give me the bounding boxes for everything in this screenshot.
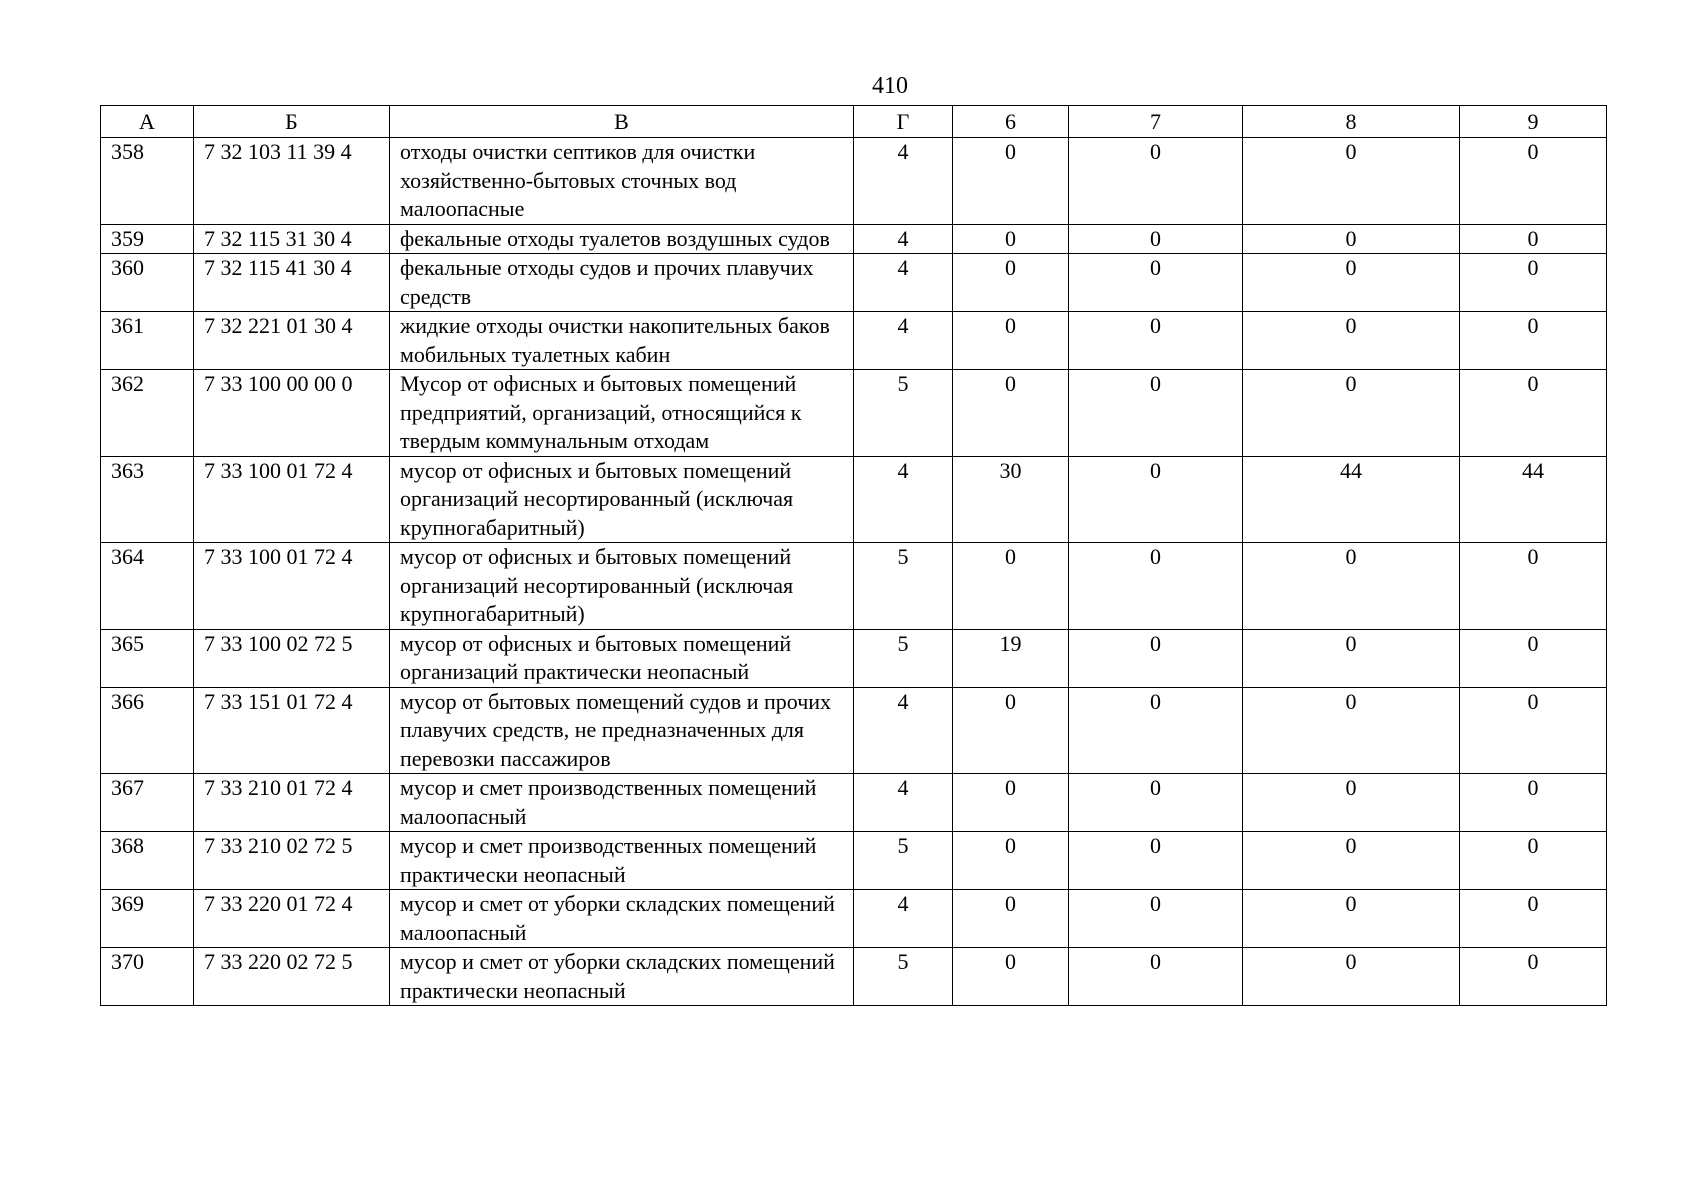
hazard-class-cell: 5 [854, 629, 953, 687]
hazard-class-cell: 4 [854, 456, 953, 543]
value-col-8-cell: 0 [1243, 254, 1460, 312]
waste-name-cell: мусор от офисных и бытовых помещений организаций практически неопасный [390, 629, 854, 687]
value-col-7-cell: 0 [1069, 629, 1243, 687]
value-col-8-cell: 0 [1243, 543, 1460, 630]
waste-name-cell: отходы очистки септиков для очистки хозяйственно-бытовых сточных вод малоопасные [390, 138, 854, 225]
waste-code-cell: 7 32 115 31 30 4 [194, 224, 390, 254]
row-number-cell: 369 [101, 890, 194, 948]
value-col-8-cell: 0 [1243, 224, 1460, 254]
waste-code-cell: 7 33 210 02 72 5 [194, 832, 390, 890]
value-col-6-cell: 0 [953, 254, 1069, 312]
value-col-8-cell: 0 [1243, 629, 1460, 687]
table-row [101, 312, 1607, 370]
table-row [101, 254, 1607, 312]
table-row [101, 629, 1607, 687]
column-header-8: 8 [1243, 106, 1460, 138]
page-number: 410 [872, 73, 908, 99]
value-col-6-cell: 0 [953, 832, 1069, 890]
waste-table [100, 105, 1607, 1006]
value-col-7-cell: 0 [1069, 370, 1243, 457]
value-col-8-cell: 0 [1243, 890, 1460, 948]
value-col-8-cell: 0 [1243, 312, 1460, 370]
row-number-cell: 358 [101, 138, 194, 225]
value-col-7-cell: 0 [1069, 254, 1243, 312]
value-col-6-cell: 0 [953, 948, 1069, 1006]
waste-code-cell: 7 33 220 02 72 5 [194, 948, 390, 1006]
value-col-6-cell: 0 [953, 312, 1069, 370]
row-number-cell: 363 [101, 456, 194, 543]
table-row [101, 687, 1607, 774]
value-col-9-cell: 0 [1460, 832, 1607, 890]
waste-name-cell: фекальные отходы туалетов воздушных судов [390, 224, 854, 254]
hazard-class-cell: 5 [854, 832, 953, 890]
row-number-cell: 367 [101, 774, 194, 832]
hazard-class-cell: 4 [854, 138, 953, 225]
waste-code-cell: 7 33 210 01 72 4 [194, 774, 390, 832]
value-col-7-cell: 0 [1069, 312, 1243, 370]
table-row [101, 370, 1607, 457]
row-number-cell: 365 [101, 629, 194, 687]
value-col-8-cell: 0 [1243, 138, 1460, 225]
hazard-class-cell: 4 [854, 687, 953, 774]
column-header-v: В [390, 106, 854, 138]
waste-name-cell: мусор и смет от уборки складских помещений практически неопасный [390, 948, 854, 1006]
hazard-class-cell: 4 [854, 224, 953, 254]
hazard-class-cell: 4 [854, 774, 953, 832]
table-row [101, 224, 1607, 254]
value-col-6-cell: 0 [953, 543, 1069, 630]
hazard-class-cell: 5 [854, 370, 953, 457]
waste-code-cell: 7 32 103 11 39 4 [194, 138, 390, 225]
hazard-class-cell: 4 [854, 312, 953, 370]
table-row [101, 832, 1607, 890]
waste-name-cell: мусор и смет производственных помещений малоопасный [390, 774, 854, 832]
value-col-9-cell: 0 [1460, 774, 1607, 832]
value-col-6-cell: 19 [953, 629, 1069, 687]
hazard-class-cell: 5 [854, 948, 953, 1006]
row-number-cell: 361 [101, 312, 194, 370]
header-row [101, 106, 1607, 138]
value-col-7-cell: 0 [1069, 456, 1243, 543]
value-col-8-cell: 44 [1243, 456, 1460, 543]
waste-code-cell: 7 32 221 01 30 4 [194, 312, 390, 370]
waste-code-cell: 7 33 100 01 72 4 [194, 543, 390, 630]
value-col-9-cell: 0 [1460, 224, 1607, 254]
hazard-class-cell: 5 [854, 543, 953, 630]
value-col-7-cell: 0 [1069, 832, 1243, 890]
waste-name-cell: мусор и смет от уборки складских помещений малоопасный [390, 890, 854, 948]
value-col-9-cell: 0 [1460, 138, 1607, 225]
value-col-7-cell: 0 [1069, 687, 1243, 774]
value-col-9-cell: 0 [1460, 543, 1607, 630]
table-row [101, 890, 1607, 948]
waste-name-cell: Мусор от офисных и бытовых помещений предприятий, организаций, относящийся к твердым коммунальным отходам [390, 370, 854, 457]
value-col-9-cell: 0 [1460, 312, 1607, 370]
waste-name-cell: фекальные отходы судов и прочих плавучих средств [390, 254, 854, 312]
hazard-class-cell: 4 [854, 890, 953, 948]
waste-code-cell: 7 33 100 00 00 0 [194, 370, 390, 457]
value-col-8-cell: 0 [1243, 948, 1460, 1006]
value-col-8-cell: 0 [1243, 774, 1460, 832]
column-header-g: Г [854, 106, 953, 138]
row-number-cell: 368 [101, 832, 194, 890]
value-col-7-cell: 0 [1069, 774, 1243, 832]
table-row [101, 948, 1607, 1006]
value-col-7-cell: 0 [1069, 138, 1243, 225]
table-row [101, 138, 1607, 225]
value-col-7-cell: 0 [1069, 543, 1243, 630]
row-number-cell: 360 [101, 254, 194, 312]
row-number-cell: 359 [101, 224, 194, 254]
waste-code-cell: 7 33 220 01 72 4 [194, 890, 390, 948]
waste-code-cell: 7 32 115 41 30 4 [194, 254, 390, 312]
value-col-9-cell: 0 [1460, 890, 1607, 948]
waste-name-cell: мусор от офисных и бытовых помещений организаций несортированный (исключая крупногабаритный) [390, 543, 854, 630]
value-col-8-cell: 0 [1243, 687, 1460, 774]
value-col-7-cell: 0 [1069, 890, 1243, 948]
row-number-cell: 364 [101, 543, 194, 630]
value-col-9-cell: 0 [1460, 629, 1607, 687]
column-header-a: А [101, 106, 194, 138]
column-header-7: 7 [1069, 106, 1243, 138]
waste-name-cell: мусор и смет производственных помещений практически неопасный [390, 832, 854, 890]
hazard-class-cell: 4 [854, 254, 953, 312]
row-number-cell: 370 [101, 948, 194, 1006]
value-col-9-cell: 0 [1460, 948, 1607, 1006]
value-col-6-cell: 0 [953, 687, 1069, 774]
waste-code-cell: 7 33 151 01 72 4 [194, 687, 390, 774]
value-col-6-cell: 0 [953, 224, 1069, 254]
waste-code-cell: 7 33 100 02 72 5 [194, 629, 390, 687]
value-col-6-cell: 0 [953, 774, 1069, 832]
column-header-b: Б [194, 106, 390, 138]
value-col-9-cell: 0 [1460, 254, 1607, 312]
value-col-6-cell: 30 [953, 456, 1069, 543]
value-col-6-cell: 0 [953, 890, 1069, 948]
value-col-9-cell: 0 [1460, 370, 1607, 457]
table-row [101, 774, 1607, 832]
value-col-6-cell: 0 [953, 138, 1069, 225]
column-header-9: 9 [1460, 106, 1607, 138]
table-row [101, 543, 1607, 630]
table-row [101, 456, 1607, 543]
row-number-cell: 362 [101, 370, 194, 457]
value-col-9-cell: 0 [1460, 687, 1607, 774]
value-col-7-cell: 0 [1069, 224, 1243, 254]
value-col-8-cell: 0 [1243, 832, 1460, 890]
waste-name-cell: жидкие отходы очистки накопительных баков мобильных туалетных кабин [390, 312, 854, 370]
value-col-6-cell: 0 [953, 370, 1069, 457]
value-col-7-cell: 0 [1069, 948, 1243, 1006]
waste-code-cell: 7 33 100 01 72 4 [194, 456, 390, 543]
row-number-cell: 366 [101, 687, 194, 774]
waste-name-cell: мусор от бытовых помещений судов и прочих плавучих средств, не предназначенных для перевозки пассажиров [390, 687, 854, 774]
waste-name-cell: мусор от офисных и бытовых помещений организаций несортированный (исключая крупногабаритный) [390, 456, 854, 543]
value-col-8-cell: 0 [1243, 370, 1460, 457]
column-header-6: 6 [953, 106, 1069, 138]
value-col-9-cell: 44 [1460, 456, 1607, 543]
